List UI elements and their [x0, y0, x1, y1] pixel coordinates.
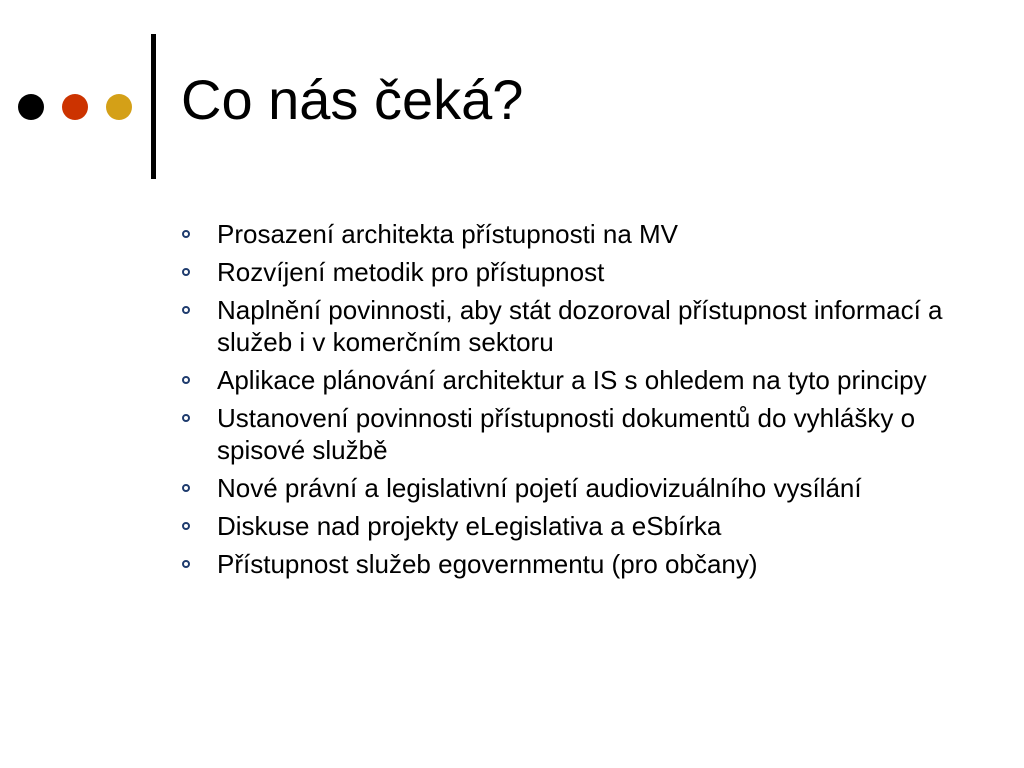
bullet-text: Aplikace plánování architektur a IS s ohledem na tyto principy [217, 365, 927, 395]
bullet-circle-icon [182, 306, 190, 314]
red-dot-icon [62, 94, 88, 120]
decorative-dots [18, 94, 132, 120]
bullet-text: Rozvíjení metodik pro přístupnost [217, 257, 605, 287]
bullet-item-3 [182, 294, 962, 358]
title-divider [151, 34, 156, 179]
black-dot-icon [18, 94, 44, 120]
bullet-item-4 [182, 364, 962, 396]
gold-dot-icon [106, 94, 132, 120]
bullet-text: Prosazení architekta přístupnosti na MV [217, 219, 679, 249]
bullet-text: Nové právní a legislativní pojetí audiovizuálního vysílání [217, 473, 862, 503]
bullet-circle-icon [182, 560, 190, 568]
slide-title: Co nás čeká? [181, 68, 524, 131]
bullet-item-1 [182, 218, 962, 250]
bullet-text: Ustanovení povinnosti přístupnosti dokumentů do vyhlášky o spisové službě [217, 403, 916, 465]
bullet-circle-icon [182, 268, 190, 276]
bullet-item-5 [182, 402, 962, 466]
bullet-circle-icon [182, 230, 190, 238]
bullet-item-2 [182, 256, 962, 288]
bullet-circle-icon [182, 484, 190, 492]
bullet-list [182, 218, 962, 586]
bullet-circle-icon [182, 376, 190, 384]
bullet-item-8 [182, 548, 962, 580]
bullet-circle-icon [182, 414, 190, 422]
bullet-item-6 [182, 472, 962, 504]
bullet-text: Naplnění povinnosti, aby stát dozoroval přístupnost informací a služeb i v komerčním sektoru [217, 295, 943, 357]
bullet-text: Diskuse nad projekty eLegislativa a eSbírka [217, 511, 722, 541]
bullet-item-7 [182, 510, 962, 542]
bullet-text: Přístupnost služeb egovernmentu (pro občany) [217, 549, 758, 579]
bullet-circle-icon [182, 522, 190, 530]
